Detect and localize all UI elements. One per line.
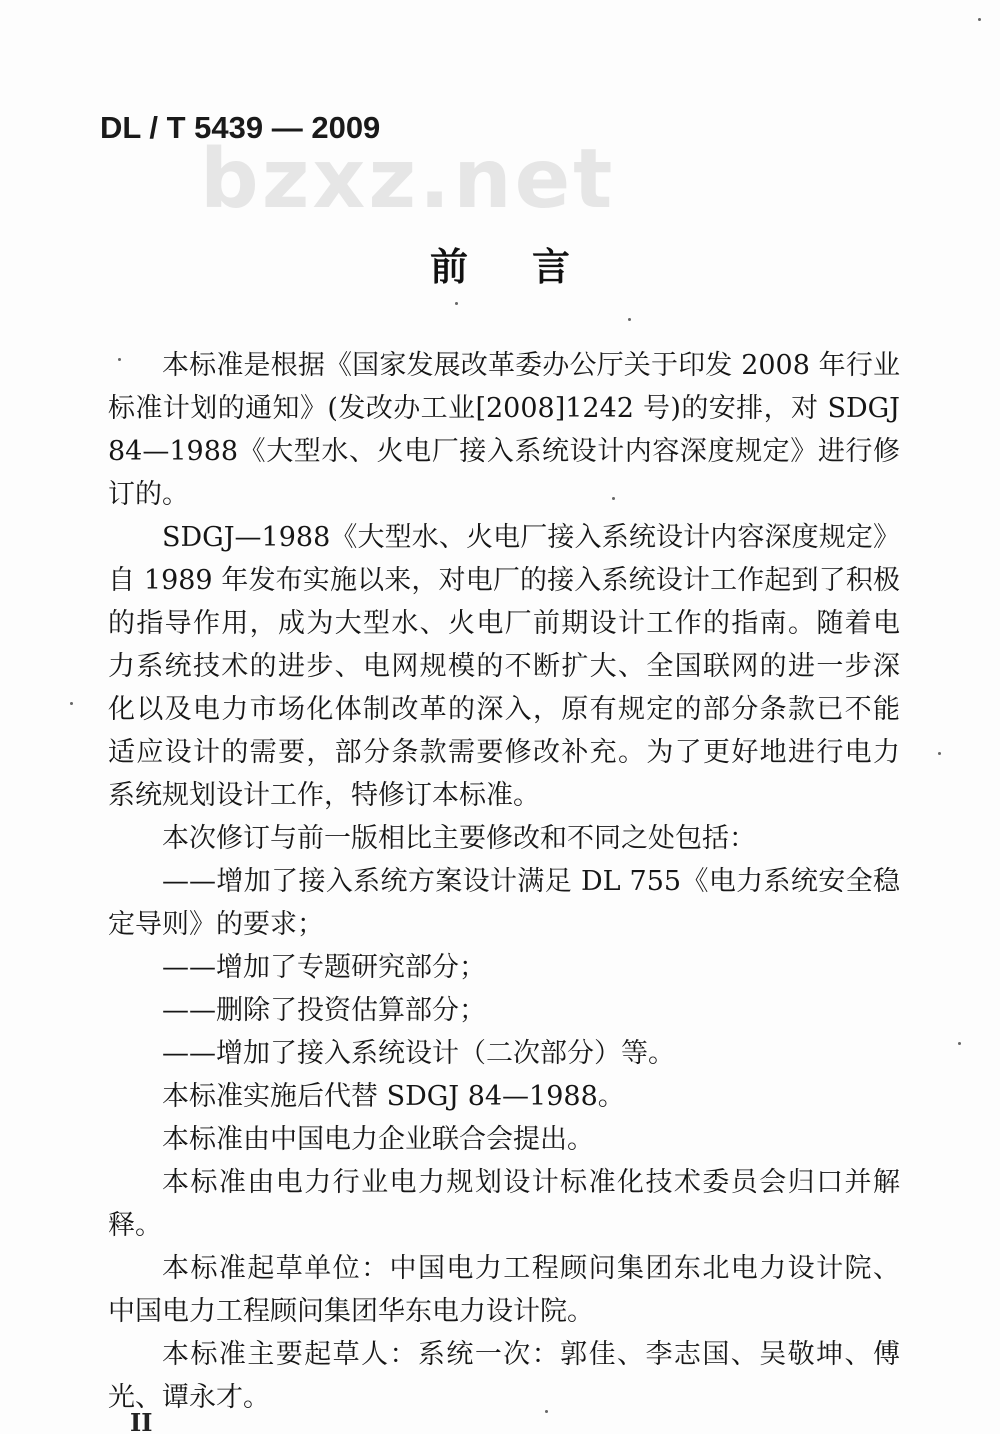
scan-speck <box>118 358 121 361</box>
list-item: ——删除了投资估算部分； <box>162 995 486 1026</box>
body-line: 标准计划的通知》(发改办工业[2008]1242 号)的安排，对 SDGJ <box>108 393 900 424</box>
body-line: SDGJ—1988《大型水、火电厂接入系统设计内容深度规定》 <box>162 522 900 553</box>
body-line: 84—1988《大型水、火电厂接入系统设计内容深度规定》进行修 <box>108 436 900 467</box>
body-line: 释。 <box>108 1210 162 1241</box>
body-line: 的指导作用，成为大型水、火电厂前期设计工作的指南。随着电 <box>108 608 900 639</box>
body-line: 本标准由电力行业电力规划设计标准化技术委员会归口并解 <box>162 1167 900 1198</box>
body-line: 适应设计的需要，部分条款需要修改补充。为了更好地进行电力 <box>108 737 900 768</box>
scan-speck <box>612 497 615 500</box>
scan-speck <box>938 752 941 755</box>
body-line: 力系统技术的进步、电网规模的不断扩大、全国联网的进一步深 <box>108 651 900 682</box>
scan-speck <box>70 702 73 705</box>
page-title: 前言 <box>429 245 634 289</box>
body-line: 本次修订与前一版相比主要修改和不同之处包括： <box>162 823 756 854</box>
body-line: 化以及电力市场化体制改革的深入，原有规定的部分条款已不能 <box>108 694 900 725</box>
page-number: II <box>130 1408 153 1434</box>
scan-speck <box>958 1042 961 1045</box>
scan-speck <box>545 1410 548 1413</box>
standard-code: DL / T 5439 — 2009 <box>100 110 381 145</box>
scan-speck <box>628 318 631 321</box>
body-line: 本标准实施后代替 SDGJ 84—1988。 <box>162 1081 625 1112</box>
body-line: 中国电力工程顾问集团华东电力设计院。 <box>108 1296 594 1327</box>
list-item: ——增加了接入系统方案设计满足 DL 755《电力系统安全稳 <box>162 866 900 897</box>
list-item: ——增加了专题研究部分； <box>162 952 486 983</box>
body-line: 本标准起草单位：中国电力工程顾问集团东北电力设计院、 <box>162 1253 900 1284</box>
body-line: 本标准主要起草人：系统一次：郭佳、李志国、吴敬坤、傅 <box>162 1339 900 1370</box>
scan-speck <box>978 18 981 21</box>
list-item: ——增加了接入系统设计（二次部分）等。 <box>162 1038 675 1069</box>
scan-speck <box>455 302 458 305</box>
body-line: 光、谭永才。 <box>108 1382 270 1413</box>
body-line: 自 1989 年发布实施以来，对电厂的接入系统设计工作起到了积极 <box>108 565 900 596</box>
body-line: 本标准是根据《国家发展改革委办公厅关于印发 2008 年行业 <box>162 350 900 381</box>
watermark: bzxz.net <box>200 132 616 227</box>
body-line: 订的。 <box>108 479 189 510</box>
body-line: 系统规划设计工作，特修订本标准。 <box>108 780 540 811</box>
list-item-continuation: 定导则》的要求； <box>108 909 324 940</box>
body-line: 本标准由中国电力企业联合会提出。 <box>162 1124 594 1155</box>
